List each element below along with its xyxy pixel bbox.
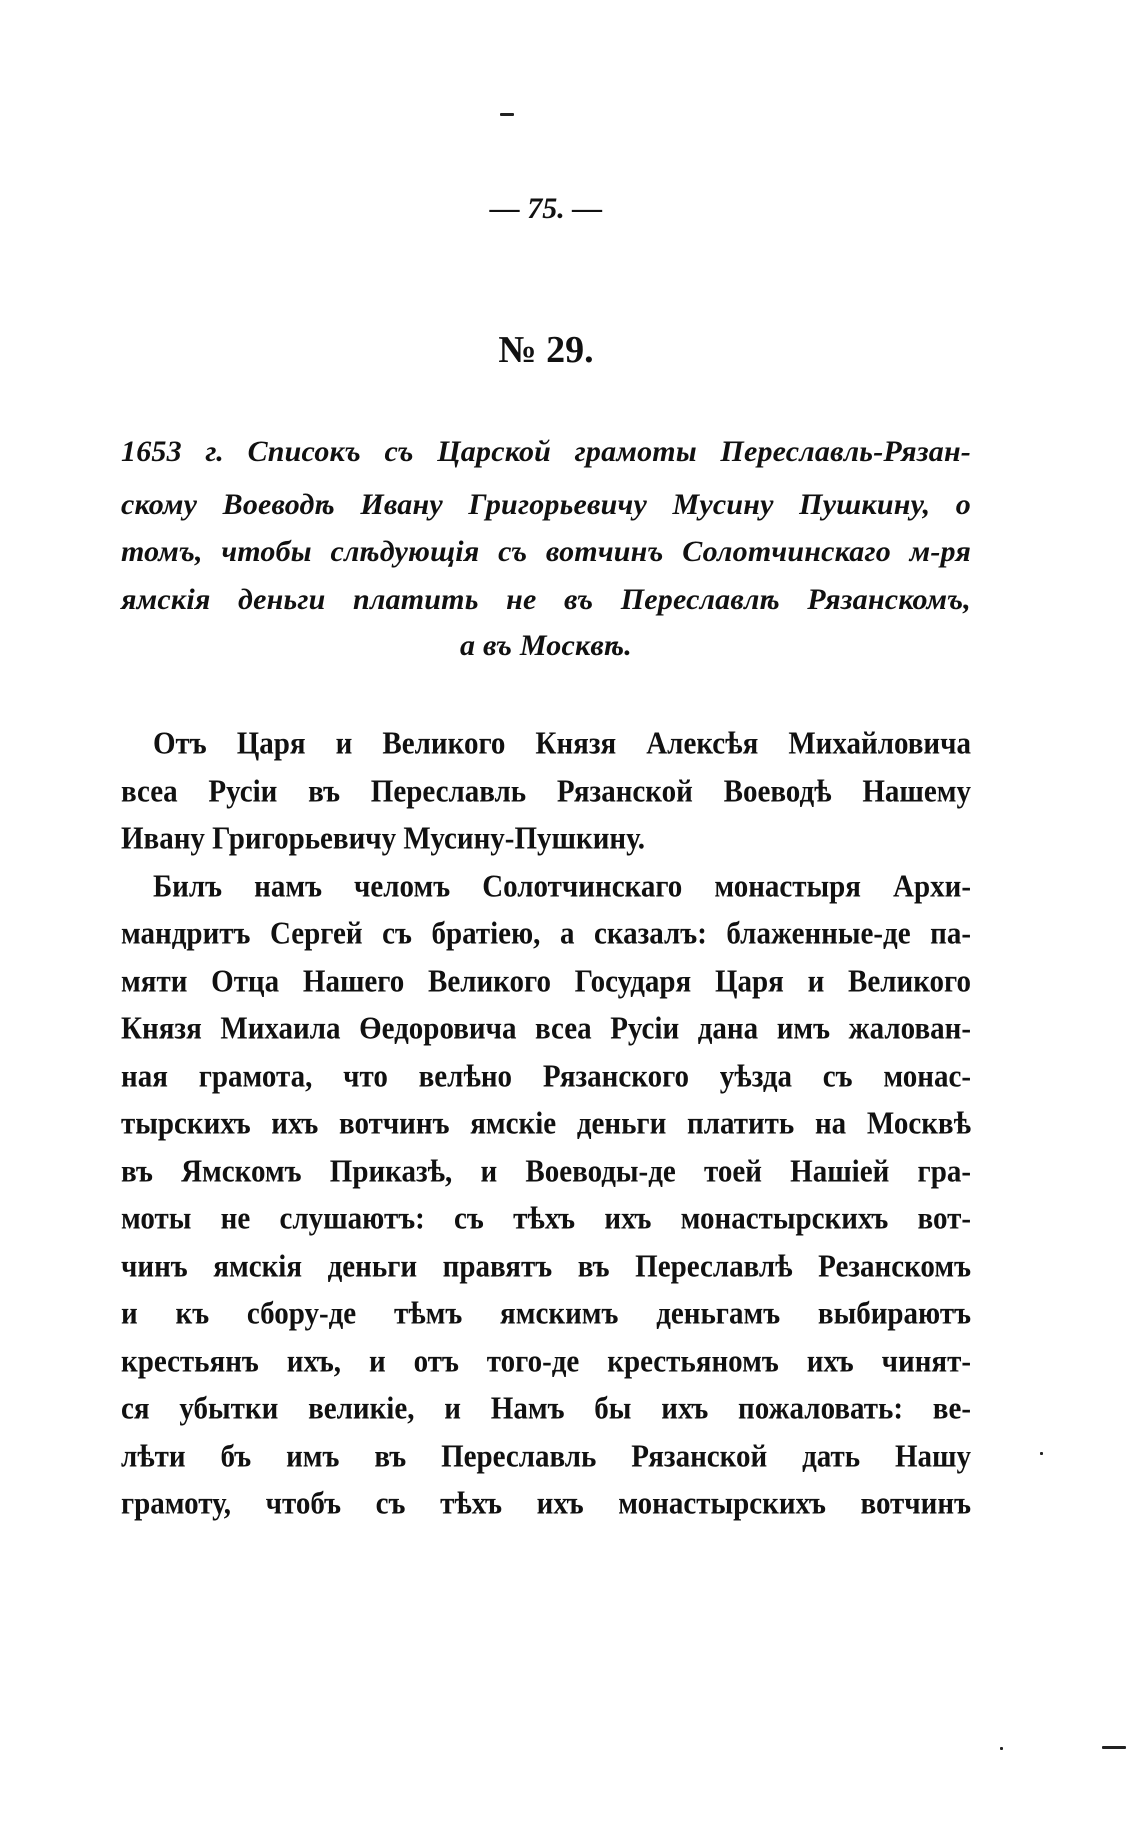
body-line: мяти Отца Нашего Великого Государя Царя и Великого: [121, 964, 971, 999]
body-line: Ивану Григорьевичу Мусину-Пушкину.: [121, 821, 645, 857]
body-line: мандритъ Сергей съ братіею, а сказалъ: блаженные-де па-: [121, 916, 971, 952]
body-line: Билъ намъ челомъ Солотчинскаго монастыря Архи-: [153, 869, 971, 904]
document-number: № 29.: [498, 329, 594, 371]
heading-line: томъ, чтобы слѣдующія съ вотчинъ Солотчинскаго м-ря: [121, 535, 971, 568]
body-line: моты не слушаютъ: съ тѣхъ ихъ монастырскихъ вот-: [121, 1201, 971, 1237]
body-line: грамоту, чтобъ съ тѣхъ ихъ монастырскихъ вотчинъ: [121, 1486, 971, 1522]
heading-line: ямскія деньги платить не въ Переславлѣ Рязанскомъ,: [121, 583, 971, 616]
print-speck: [1000, 1747, 1003, 1750]
body-line: всеа Русіи въ Переславль Рязанской Воеводѣ Нашему: [121, 774, 971, 809]
body-line: лѣти бъ имъ въ Переславль Рязанской дать Нашу: [121, 1439, 971, 1474]
heading-line: а въ Москвѣ.: [460, 629, 632, 662]
body-line: ная грамота, что велѣно Рязанского уѣзда съ монас-: [121, 1059, 971, 1094]
print-speck: [1102, 1746, 1126, 1749]
page-number: — 75. —: [489, 192, 603, 225]
body-line: чинъ ямскія деньги правятъ въ Переславлѣ Резанскомъ: [121, 1249, 971, 1284]
heading-line: скому Воеводѣ Ивану Григорьевичу Мусину Пушкину, о: [121, 488, 971, 521]
body-line: и къ сбору-де тѣмъ ямскимъ деньгамъ выбираютъ: [121, 1296, 971, 1332]
body-line: Князя Михаила Өедоровича всеа Русіи дана имъ жалован-: [121, 1011, 971, 1047]
print-speck: [500, 113, 514, 116]
body-line: въ Ямскомъ Приказѣ, и Воеводы-де тоей Нашіей гра-: [121, 1154, 971, 1189]
print-speck: [1040, 1452, 1043, 1455]
heading-line: 1653 г. Списокъ съ Царской грамоты Переславль-Рязан-: [121, 435, 971, 468]
body-line: Отъ Царя и Великого Князя Алексѣя Михайловича: [153, 726, 971, 762]
body-line: крестьянъ ихъ, и отъ того-де крестьяномъ ихъ чинят-: [121, 1344, 971, 1379]
body-line: ся убытки великіе, и Намъ бы ихъ пожаловать: ве-: [121, 1391, 971, 1427]
body-line: тырскихъ ихъ вотчинъ ямскіе деньги платить на Москвѣ: [121, 1106, 971, 1142]
